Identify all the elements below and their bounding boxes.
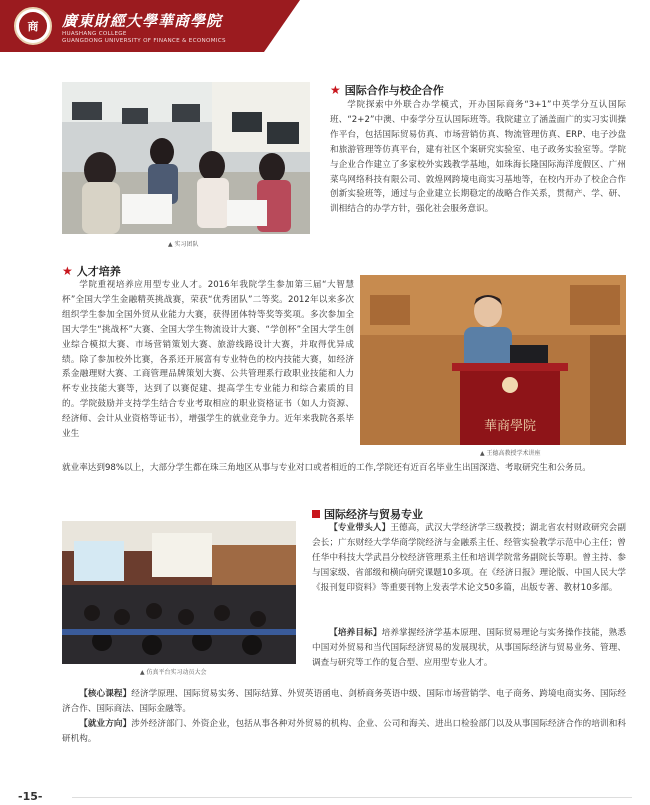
school-logo — [14, 7, 52, 45]
lecture-caption: ▲ 王德高教授学术讲座 — [480, 450, 541, 457]
lecture-photo — [360, 275, 626, 445]
intl-cooperation-heading: ★ 国际合作与校企合作 — [330, 83, 444, 97]
career-direction-paragraph — [62, 717, 626, 747]
career-direction-text: 涉外经济部门、外资企业，包括从事各种对外贸易的机构、企业、公司和海关、进出口检验部门以及从事国际经济合作的培训和科研机构。 — [62, 719, 626, 744]
square-bullet-icon — [312, 510, 320, 518]
core-courses-paragraph — [62, 687, 626, 717]
training-goal-label: 【培养目标】 — [329, 628, 382, 638]
page-number: -15- — [18, 790, 43, 803]
core-courses-text: 经济学原理、国际贸易实务、国际结算、外贸英语函电、剑桥商务英语中级、国际市场营销学、电子商务、跨境电商实务、国际经济合作、国际商法、国际金融等。 — [62, 689, 626, 714]
simulation-meeting-caption: ▲ 仿真平台实习动员大会 — [140, 669, 207, 676]
practice-team-photo — [62, 82, 310, 234]
talent-cultivation-text-cont: 就业率达到98%以上，大部分学生都在珠三角地区从事与专业对口或者相近的工作,学院还有近百名毕业生出国深造、考取研究生和公务员。 — [62, 463, 591, 473]
talent-cultivation-heading: ★ 人才培养 — [62, 264, 121, 278]
program-leader-label: 【专业带头人】 — [329, 523, 391, 533]
footer-divider — [72, 797, 632, 798]
core-courses-label: 【核心课程】 — [79, 689, 132, 699]
podium-text: 華商學院 — [483, 419, 537, 434]
talent-cultivation-text: 学院重视培养应用型专业人才。2016年我院学生参加第三届“大智慧杯”全国大学生金融精英挑战赛，荣获“优秀团队”二等奖。2012年以来多次组织学生参加全国外贸从业能力大赛，获得团体特等奖等奖项。多次参加全国大学生“挑战杯”大赛、全国大学生物流设计大赛、“学创杯”全国大学生创业综合模拟大赛、市场营销策划大赛、旅游线路设计大赛，并取得优异成绩。除了参加校外比赛，各系还开展富有专业特色的校内技能大赛，如经济系金融理财大赛、工商管理品牌策划大赛、公共管理系行政职业技能和人力杯专业技能大赛等，达到了以赛促建、提高学生专业能力和综合素质的目的。学院鼓励并支持学生结合专业考取相应的职业资格证书（如人力资源、经济师、会计从业资格等证书），增强学生的就业竞争力。近年来我院各系毕业生 — [62, 280, 354, 440]
career-direction-label: 【就业方向】 — [79, 719, 132, 729]
star-icon: ★ — [330, 83, 341, 97]
practice-team-caption: ▲ 实习团队 — [168, 241, 199, 248]
program-leader-text: 王德高，武汉大学经济学三级教授；湖北省农村财政研究会副会长；广东财经大学华商学院经济与金融系主任、经管实验教学示范中心主任；曾任华中科技大学武昌分校经济管理系主任和培训学院常务副院长等职。曾主持、参与国家级、省部级和横向研究课题10多项。在《经济日报》理论版、中国人民大学《报刊复印资料》等重要刊物上发表学术论文50多篇，出版专著、教材10多部。 — [312, 523, 626, 593]
intl-cooperation-text: 学院探索中外联合办学模式，开办国际商务“3+1”中英学分互认国际班、“2+2”中澳、中泰学分互认国际班等。我院建立了涵盖面广的实习实训操作平台，包括国际贸易仿真、市场营销仿真、物流管理仿真、ERP、电子沙盘和旅游管理等仿真平台，建有社区个案研究实验室、电子政务实验室等。学院与企业合作建立了多家校外实践教学基地，如珠海长隆国际海洋度假区、广州菜鸟网络科技有限公司、敦煌网跨境电商实习基地等，在校内开办了校企合作创新实验班等，通过与企业建立长期稳定的战略合作关系，贯彻产、学、研、训相结合的办学方针，强化社会服务意识。 — [330, 100, 626, 215]
star-icon: ★ — [62, 264, 73, 278]
school-name: 廣東財經大學華商學院 — [62, 12, 223, 30]
logo-mark: 商 — [19, 12, 47, 40]
program-leader-paragraph — [312, 521, 626, 596]
training-goal-paragraph — [312, 626, 626, 671]
simulation-meeting-photo — [62, 521, 296, 664]
school-english-name: HUASHANG COLLEGE GUANGDONG UNIVERSITY OF FINANCE & ECONOMICS — [62, 31, 226, 44]
intl-trade-heading: 国际经济与贸易专业 — [312, 506, 423, 522]
training-goal-text: 培养掌握经济学基本原理、国际贸易理论与实务操作技能，熟悉中国对外贸易和当代国际经济贸易的发展现状，从事国际经济与贸易业务、管理、调查与研究等工作的复合型、应用型专业人才。 — [312, 628, 626, 668]
